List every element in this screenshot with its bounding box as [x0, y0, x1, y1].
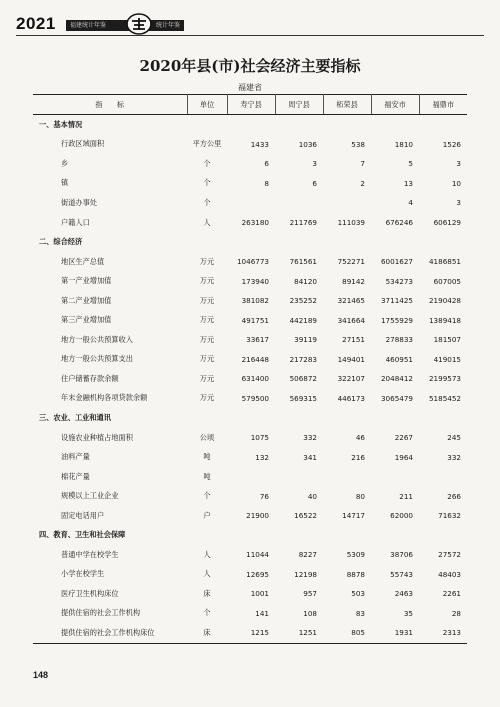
row-unit: 万元 [199, 276, 215, 286]
row-value-5: 4186851 [428, 257, 461, 267]
row-value-4: 35 [403, 608, 413, 618]
row-value-1: 8 [264, 178, 269, 188]
row-value-5: 181507 [433, 335, 461, 345]
row-value-2: 84120 [294, 276, 317, 286]
row-value-1: 216448 [241, 354, 269, 364]
row-value-5: 10 [451, 178, 461, 188]
row-value-3: 7 [360, 159, 365, 169]
row-value-3: 27151 [342, 335, 365, 345]
row-value-5: 71632 [438, 511, 461, 521]
row-value-5 [419, 408, 467, 428]
row-value-3: 341664 [337, 315, 365, 325]
row-value-4: 1931 [371, 623, 419, 643]
table-row [33, 174, 467, 194]
row-value-5: 245 [447, 433, 461, 443]
row-value-2: 957 [303, 589, 317, 599]
row-value-2: 8227 [298, 550, 317, 560]
row-label: 设施农业种植占地面积 [61, 432, 133, 442]
row-unit [187, 232, 227, 252]
table-row [33, 486, 467, 506]
row-value-3: 149401 [337, 354, 365, 364]
row-value-2: 217283 [289, 354, 317, 364]
table-header-row [33, 95, 467, 115]
row-unit: 吨 [203, 452, 211, 462]
row-label: 提供住宿的社会工作机构 [61, 608, 141, 618]
row-unit: 万元 [199, 334, 215, 344]
row-value-1 [227, 193, 275, 213]
table-row [33, 447, 467, 467]
row-value-1: 381082 [241, 296, 269, 306]
row-value-2: 211769 [289, 218, 317, 227]
row-value-3: 322107 [337, 374, 365, 384]
row-value-4: 4 [408, 198, 413, 208]
row-unit [187, 525, 227, 545]
row-label: 户籍人口 [61, 217, 90, 227]
banner-right-text: 统计年鉴 [156, 22, 181, 29]
header-county-2: 周宁县 [275, 95, 323, 115]
row-value-3: 14717 [342, 511, 365, 521]
row-value-5: 28 [451, 608, 461, 618]
row-label: 小学在校学生 [61, 569, 105, 579]
table-row [33, 506, 467, 526]
row-value-1: 263180 [241, 218, 269, 227]
row-value-4 [371, 467, 419, 487]
row-label: 镇 [61, 178, 69, 188]
row-value-4: 2267 [394, 433, 413, 443]
row-value-3 [323, 193, 371, 213]
row-label: 第三产业增加值 [61, 315, 112, 325]
row-label: 地方一般公共预算支出 [61, 354, 133, 364]
table-row [33, 369, 467, 389]
row-value-4: 3711425 [380, 296, 413, 306]
row-value-4: 1810 [394, 139, 413, 149]
row-value-5: 48403 [438, 569, 461, 579]
row-unit: 公顷 [199, 432, 215, 442]
row-value-4: 1964 [394, 452, 413, 462]
row-value-3 [323, 467, 371, 487]
row-value-2: 12198 [294, 569, 317, 579]
yearbook-seal-icon [126, 13, 152, 35]
row-value-4 [371, 115, 419, 135]
section-heading: 三、农业、工业和通讯 [39, 412, 111, 422]
row-value-3: 805 [323, 623, 371, 643]
table-row [33, 232, 467, 252]
row-value-4: 460951 [385, 354, 413, 364]
row-value-5: 266 [447, 491, 461, 501]
row-value-3: 321465 [337, 296, 365, 306]
row-value-2: 506872 [289, 374, 317, 384]
row-unit: 吨 [203, 471, 211, 481]
row-label: 住户储蓄存款余额 [61, 373, 119, 383]
row-value-4: 2463 [394, 589, 413, 599]
row-value-1: 1075 [250, 433, 269, 443]
table-row [33, 115, 467, 135]
table-row [33, 467, 467, 487]
row-value-1: 1215 [227, 623, 275, 643]
header-rule [16, 35, 484, 36]
row-unit: 个 [203, 197, 211, 207]
row-unit: 个 [203, 491, 211, 501]
row-value-3: 83 [355, 608, 365, 618]
row-value-2: 40 [307, 491, 317, 501]
row-value-3: 446173 [337, 393, 365, 403]
header-county-5: 福鼎市 [419, 95, 467, 115]
table-row [33, 545, 467, 565]
table-row [33, 408, 467, 428]
row-value-5: 2190428 [428, 296, 461, 306]
row-value-2 [275, 525, 323, 545]
row-value-4: 534273 [385, 276, 413, 286]
row-label: 第二产业增加值 [61, 295, 112, 305]
row-value-4: 6001627 [380, 257, 413, 267]
region-label: 福建省 [238, 83, 262, 92]
header-county-3: 柘荣县 [323, 95, 371, 115]
row-value-3: 46 [355, 433, 365, 443]
row-unit [187, 408, 227, 428]
row-value-1 [227, 115, 275, 135]
table-row [33, 193, 467, 213]
page-title: 2020年县(市)社会经济主要指标 [139, 57, 361, 75]
row-label: 行政区域面积 [61, 139, 105, 149]
row-value-4: 278833 [385, 335, 413, 345]
row-value-5: 5185452 [428, 393, 461, 403]
row-value-2: 1036 [298, 139, 317, 149]
table-row [33, 213, 467, 233]
row-value-2 [275, 232, 323, 252]
row-unit: 人 [203, 217, 211, 227]
table-row [33, 350, 467, 370]
row-value-3: 503 [351, 589, 365, 599]
row-value-5: 2313 [419, 623, 467, 643]
row-value-1: 12695 [246, 569, 269, 579]
row-label: 乡 [61, 158, 69, 168]
table-row [33, 330, 467, 350]
row-label: 规模以上工业企业 [61, 491, 119, 501]
row-value-4: 211 [399, 491, 413, 501]
section-heading: 四、教育、卫生和社会保障 [39, 530, 126, 540]
row-value-5: 607005 [433, 276, 461, 286]
row-value-1: 76 [259, 491, 269, 501]
table-row [33, 154, 467, 174]
table-row [33, 584, 467, 604]
row-value-1: 11044 [246, 550, 269, 560]
row-value-1: 579500 [241, 393, 269, 403]
row-label: 固定电话用户 [61, 510, 105, 520]
banner-left-text: 福建统计年鉴 [70, 22, 107, 29]
table-row [33, 252, 467, 272]
row-label: 提供住宿的社会工作机构床位 [33, 623, 187, 643]
row-value-2: 16522 [294, 511, 317, 521]
row-value-4 [371, 408, 419, 428]
row-value-4: 38706 [390, 550, 413, 560]
row-unit: 万元 [199, 373, 215, 383]
row-value-2: 6 [312, 178, 317, 188]
header-unit: 单位 [187, 95, 227, 115]
row-value-2 [275, 193, 323, 213]
row-value-1 [227, 467, 275, 487]
row-value-3 [323, 525, 371, 545]
row-unit: 万元 [199, 393, 215, 403]
row-value-3: 216 [351, 452, 365, 462]
row-value-2: 3 [312, 159, 317, 169]
row-value-4 [371, 232, 419, 252]
row-value-1: 1001 [250, 589, 269, 599]
row-label: 第一产业增加值 [61, 276, 112, 286]
table-row [33, 291, 467, 311]
row-value-2 [275, 408, 323, 428]
table-row [33, 428, 467, 448]
row-value-5: 419015 [433, 354, 461, 364]
row-value-5 [419, 467, 467, 487]
row-value-3: 5309 [346, 550, 365, 560]
row-value-5: 2261 [442, 589, 461, 599]
row-unit: 人 [203, 549, 211, 559]
row-value-2: 332 [303, 433, 317, 443]
row-value-2: 341 [303, 452, 317, 462]
row-value-2: 235252 [289, 296, 317, 306]
row-value-3 [323, 408, 371, 428]
row-value-3: 80 [355, 491, 365, 501]
row-value-1: 173940 [241, 276, 269, 286]
row-label: 普通中学在校学生 [61, 549, 119, 559]
row-unit: 床 [187, 623, 227, 643]
row-value-1: 491751 [241, 315, 269, 325]
row-label: 棉花产量 [61, 471, 90, 481]
row-value-2: 108 [303, 608, 317, 618]
row-value-2: 442189 [289, 315, 317, 325]
row-unit: 万元 [199, 354, 215, 364]
row-value-3 [323, 115, 371, 135]
row-value-1: 21900 [246, 511, 269, 521]
row-value-2: 569315 [289, 393, 317, 403]
row-value-4: 55743 [390, 569, 413, 579]
row-value-1 [227, 232, 275, 252]
row-value-3: 111039 [337, 218, 365, 227]
table-row [33, 389, 467, 409]
row-value-4: 3065479 [380, 393, 413, 403]
page-number: 148 [33, 670, 49, 680]
row-value-3: 89142 [342, 276, 365, 286]
row-value-1: 141 [255, 608, 269, 618]
row-unit: 个 [203, 158, 211, 168]
banner-bar [66, 20, 184, 31]
row-value-1 [227, 525, 275, 545]
row-value-4: 5 [408, 159, 413, 169]
row-unit: 床 [203, 588, 211, 598]
row-value-3: 538 [351, 139, 365, 149]
row-value-4: 2048412 [380, 374, 413, 384]
row-unit: 人 [203, 569, 211, 579]
row-value-5: 3 [456, 198, 461, 208]
row-label: 医疗卫生机构床位 [61, 588, 119, 598]
row-value-1: 1433 [250, 139, 269, 149]
row-value-4 [371, 525, 419, 545]
row-label: 地方一般公共预算收入 [61, 334, 133, 344]
row-value-2: 761561 [289, 257, 317, 267]
row-value-4: 62000 [390, 511, 413, 521]
table-row [33, 271, 467, 291]
row-value-5 [419, 115, 467, 135]
indicator-table [33, 94, 467, 644]
section-heading: 一、基本情况 [39, 119, 83, 129]
yearbook-banner [0, 12, 181, 36]
row-value-3: 2 [360, 178, 365, 188]
table-row [33, 310, 467, 330]
row-value-5: 3 [456, 159, 461, 169]
row-value-5: 332 [447, 452, 461, 462]
row-label: 油料产量 [61, 452, 90, 462]
row-unit: 户 [203, 510, 211, 520]
table-row [33, 525, 467, 545]
section-heading: 二、综合经济 [39, 237, 83, 247]
row-unit: 个 [203, 178, 211, 188]
table-row [33, 135, 467, 155]
row-value-1: 6 [264, 159, 269, 169]
row-value-4: 676246 [385, 218, 413, 227]
row-value-5: 1526 [442, 139, 461, 149]
row-value-1: 631400 [241, 374, 269, 384]
row-value-1: 33617 [246, 335, 269, 345]
row-value-1: 132 [255, 452, 269, 462]
row-value-1 [227, 408, 275, 428]
row-value-4: 13 [403, 178, 413, 188]
row-unit: 万元 [199, 315, 215, 325]
header-county-4: 福安市 [371, 95, 419, 115]
header-county-1: 寿宁县 [227, 95, 275, 115]
row-value-5: 2199573 [428, 374, 461, 384]
row-value-5: 1389418 [428, 315, 461, 325]
row-value-5: 27572 [438, 550, 461, 560]
row-label: 街道办事处 [61, 197, 97, 207]
row-unit [187, 115, 227, 135]
row-value-5 [419, 232, 467, 252]
row-value-5 [419, 525, 467, 545]
row-value-3: 752271 [337, 257, 365, 267]
row-value-2 [275, 467, 323, 487]
row-value-2 [275, 115, 323, 135]
row-value-3: 8878 [346, 569, 365, 579]
header-indicator: 指 标 [33, 95, 187, 115]
row-value-5: 606129 [433, 218, 461, 227]
row-unit: 平方公里 [192, 139, 222, 149]
table-row [33, 565, 467, 585]
row-value-4: 1755929 [380, 315, 413, 325]
row-value-3 [323, 232, 371, 252]
row-label: 地区生产总值 [61, 256, 105, 266]
table-row [33, 623, 467, 643]
row-value-1: 1046773 [236, 257, 269, 267]
banner-year: 2021 [16, 14, 56, 33]
row-unit: 个 [203, 608, 211, 618]
row-value-2: 39119 [294, 335, 317, 345]
row-label: 年末金融机构各项贷款余额 [61, 393, 148, 403]
row-unit: 万元 [199, 295, 215, 305]
row-unit: 万元 [199, 256, 215, 266]
table-row [33, 604, 467, 624]
row-value-2: 1251 [275, 623, 323, 643]
